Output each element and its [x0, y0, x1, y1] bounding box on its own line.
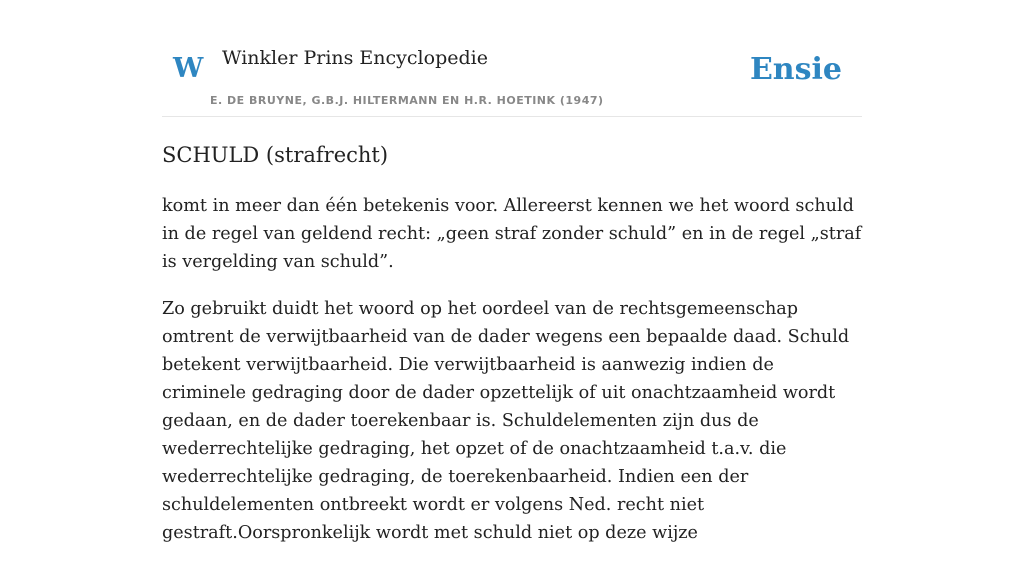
article-paragraph: komt in meer dan één betekenis voor. Allereerst kennen we het woord schuld in de regel van geldend recht: „geen straf zonder schuld” en in de regel „straf is vergelding van schuld”. [162, 196, 862, 272]
source-title[interactable]: Winkler Prins Encyclopedie [222, 47, 488, 69]
article-title: SCHULD (strafrecht) [162, 143, 389, 167]
article-body [162, 192, 862, 566]
article-paragraph: Zo gebruikt duidt het woord op het oordeel van de rechtsgemeenschap omtrent de verwijtbaarheid van de dader wegens een bepaalde daad. Schuld betekent verwijtbaarheid. Die verwijtbaarheid is aanwezig indien de criminele gedraging door de dader opzettelijk of uit onachtzaamheid wordt gedaan, en de dader toerekenbaar is. Schuldelementen zijn dus de wederrechtelijke gedraging, het opzet of de onachtzaamheid t.a.v. die wederrechtelijke gedraging, de toerekenbaarheid. Indien een der schuldelementen ontbreekt wordt er volgens Ned. recht niet gestraft.Oorspronkelijk wordt met schuld niet op deze wijze [162, 299, 850, 543]
ensie-brand-logo[interactable]: Ensie [749, 52, 842, 87]
site-header [162, 0, 862, 117]
source-authors: E. DE BRUYNE, G.B.J. HILTERMANN EN H.R. HOETINK (1947) [210, 94, 604, 107]
winkler-prins-logo[interactable]: W [173, 53, 204, 84]
